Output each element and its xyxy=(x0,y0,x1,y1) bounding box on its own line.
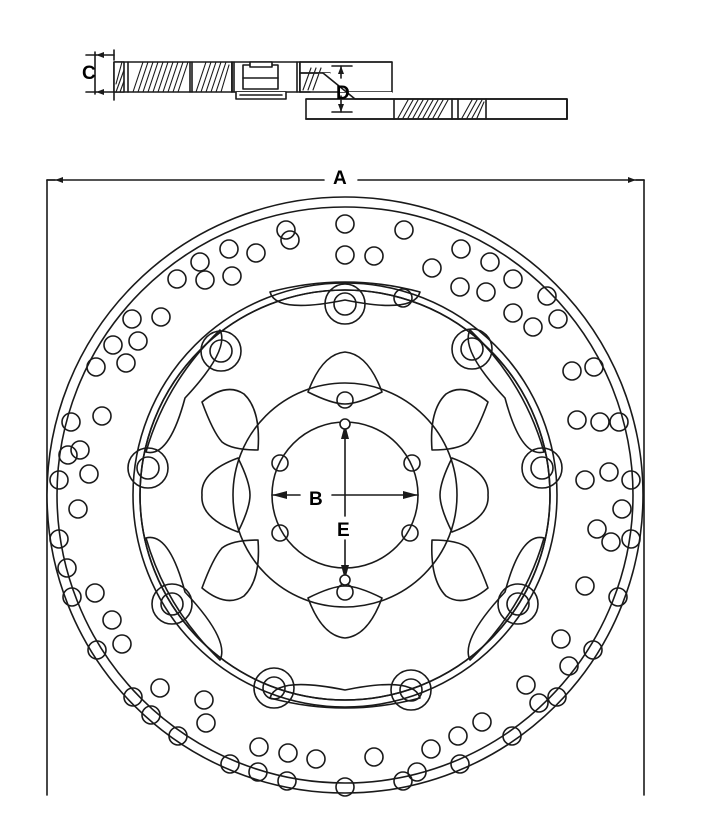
dimension-label-a: A xyxy=(333,168,347,189)
dimension-label-c: C xyxy=(82,63,96,84)
dimension-label-d: D xyxy=(336,83,350,104)
dimension-label-e: E xyxy=(337,520,350,541)
left-disc-plate xyxy=(114,62,232,92)
side-section-view xyxy=(86,50,567,119)
hub-carrier-block xyxy=(232,62,300,99)
front-face-view xyxy=(47,177,644,796)
dimension-label-b: B xyxy=(309,489,323,510)
